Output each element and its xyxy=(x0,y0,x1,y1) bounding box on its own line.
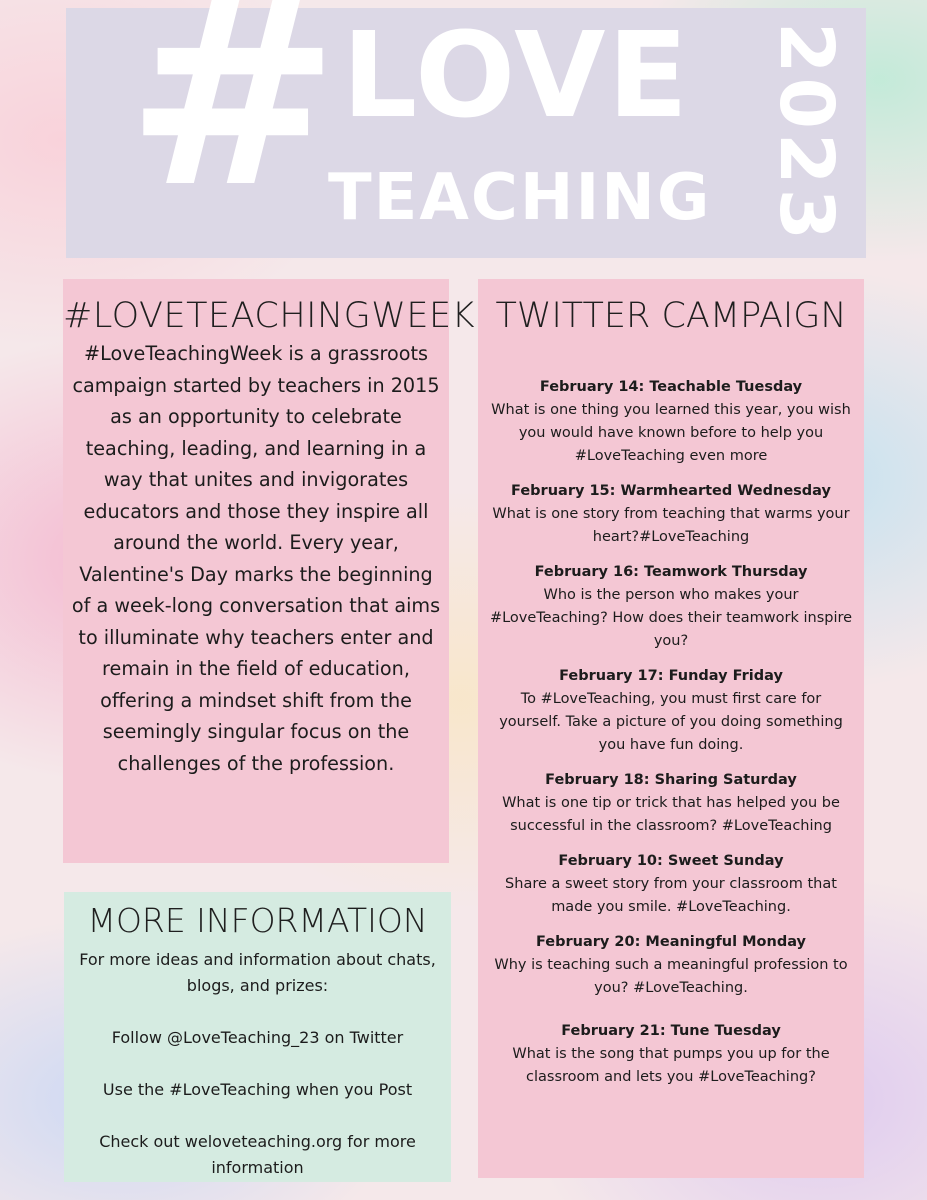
entry-heading: February 14: Teachable Tuesday xyxy=(539,379,803,395)
banner-love: LOVE xyxy=(342,6,691,144)
more-info-body xyxy=(78,947,437,1181)
campaign-entry xyxy=(488,850,854,919)
title-banner xyxy=(66,0,866,258)
entry-heading: February 16: Teamwork Thursday xyxy=(534,564,808,580)
more-info-website: Check out weloveteaching.org for more information xyxy=(99,1132,416,1177)
more-info-intro: For more ideas and information about chats, blogs, and prizes: xyxy=(79,950,436,995)
campaign-list xyxy=(478,376,864,1089)
about-body: #LoveTeachingWeek is a grassroots campaign started by teachers in 2015 as an opportunity to celebrate teaching, leading, and learning in a way that unites and invigorates educators and those they inspire all around the world. Every year, Valentine's Day marks the beginning of a week-long conversation that aims to illuminate why teachers enter and remain in the field of education, offering a mindset shift from the seemingly singular focus on the challenges of the profession. xyxy=(71,342,441,775)
entry-text: Why is teaching such a meaningful profession to you? #LoveTeaching. xyxy=(494,957,848,996)
more-info-hashtag: Use the #LoveTeaching when you Post xyxy=(102,1080,413,1099)
entry-heading: February 21: Tune Tuesday xyxy=(561,1023,781,1039)
twitter-title: TWITTER CAMPAIGN xyxy=(495,296,847,336)
campaign-entry xyxy=(488,376,854,468)
twitter-campaign-panel xyxy=(478,279,864,1178)
about-panel xyxy=(63,279,476,863)
banner-year: 2023 xyxy=(763,22,849,244)
entry-text: Share a sweet story from your classroom that made you smile. #LoveTeaching. xyxy=(505,876,837,915)
banner-teaching: TEACHING xyxy=(328,161,712,235)
entry-heading: February 10: Sweet Sunday xyxy=(558,853,784,869)
campaign-entry xyxy=(488,931,854,1000)
entry-text: Who is the person who makes your #LoveTeaching? How does their teamwork inspire you? xyxy=(489,587,853,649)
entry-heading: February 18: Sharing Saturday xyxy=(545,772,797,788)
entry-text: What is one thing you learned this year, you wish you would have known before to help you #LoveTeaching even more xyxy=(491,402,851,464)
more-info-title: MORE INFORMATION xyxy=(87,901,428,940)
entry-text: What is one tip or trick that has helped you be successful in the classroom? #LoveTeaching xyxy=(502,795,840,834)
entry-heading: February 20: Meaningful Monday xyxy=(535,934,807,950)
campaign-entry xyxy=(488,561,854,653)
entry-heading: February 17: Funday Friday xyxy=(559,668,783,684)
about-title: #LOVETEACHINGWEEK xyxy=(63,296,476,336)
campaign-entry xyxy=(488,769,854,838)
banner-hash: # xyxy=(126,0,340,244)
entry-text: What is one story from teaching that warms your heart?#LoveTeaching xyxy=(492,506,850,545)
entry-text: To #LoveTeaching, you must first care for yourself. Take a picture of you doing something you have fun doing. xyxy=(499,691,843,753)
campaign-entry xyxy=(488,665,854,757)
campaign-entry xyxy=(488,480,854,549)
entry-text: What is the song that pumps you up for the classroom and lets you #LoveTeaching? xyxy=(512,1046,830,1085)
more-info-follow: Follow @LoveTeaching_23 on Twitter xyxy=(111,1028,404,1047)
campaign-entry xyxy=(488,1020,854,1089)
more-info-panel xyxy=(64,892,451,1182)
entry-heading: February 15: Warmhearted Wednesday xyxy=(511,483,831,499)
